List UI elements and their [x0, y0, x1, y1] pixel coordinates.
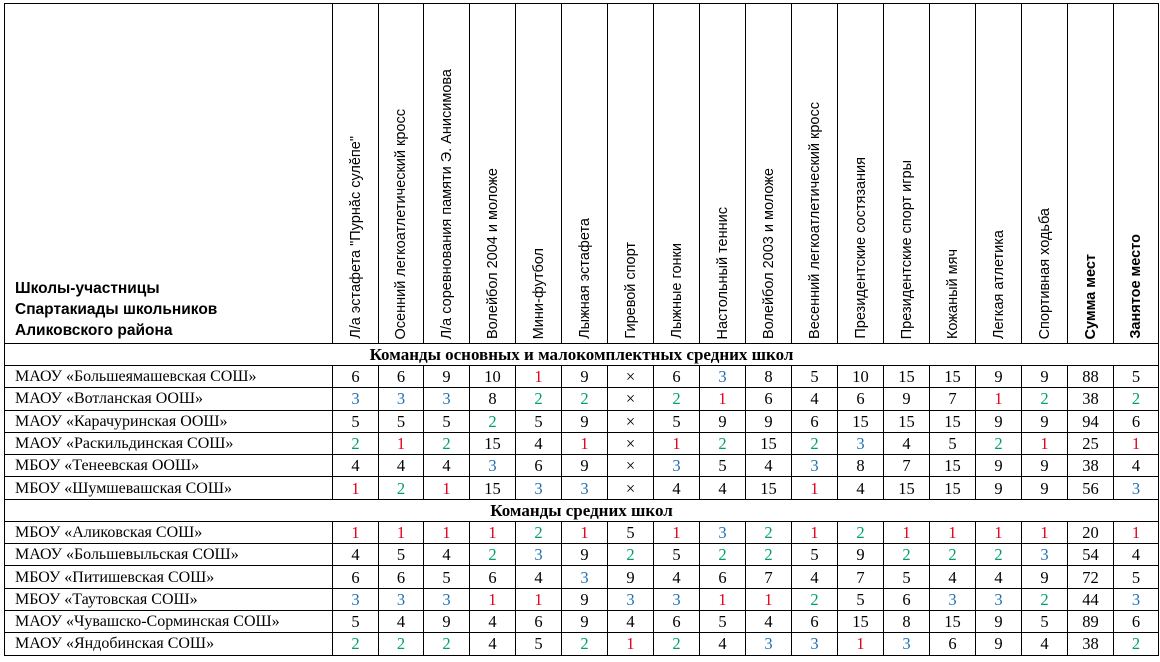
score-cell: 15	[838, 610, 884, 632]
score-cell: ×	[608, 432, 654, 454]
score-cell: 4	[700, 633, 746, 655]
score-cell: 5	[379, 410, 424, 432]
table-row	[5, 388, 1159, 410]
score-cell: 15	[930, 410, 976, 432]
score-cell: 5	[424, 566, 470, 588]
score-cell: 72	[1068, 566, 1114, 588]
score-cell: 38	[1068, 455, 1114, 477]
table-row	[5, 633, 1159, 655]
score-cell: 5	[884, 566, 930, 588]
column-header-label: Л/а соревнования памяти Э. Анисимова	[438, 68, 455, 339]
score-cell: 54	[1068, 544, 1114, 566]
score-cell: 9	[976, 410, 1022, 432]
score-cell: 9	[1022, 366, 1068, 388]
score-cell: 2	[424, 633, 470, 655]
score-cell: 4	[333, 455, 379, 477]
score-cell: 2	[792, 588, 838, 610]
score-cell: 5	[379, 544, 424, 566]
column-header-label: Л/а эстафета "Пурнăс сулĕпе"	[347, 136, 364, 339]
table-body	[5, 344, 1159, 656]
column-header-label: Президентские спорт игры	[898, 159, 915, 339]
score-cell: 3	[838, 432, 884, 454]
score-cell: 6	[333, 566, 379, 588]
school-name-cell: МБОУ «Питишевская СОШ»	[5, 566, 333, 588]
score-cell: 2	[654, 388, 700, 410]
column-header	[654, 4, 700, 344]
score-cell: 1	[562, 432, 608, 454]
score-cell: 1	[608, 633, 654, 655]
score-cell: 3	[333, 588, 379, 610]
score-cell: 1	[746, 588, 792, 610]
school-name-cell: МБОУ «Тенеевская ООШ»	[5, 455, 333, 477]
header-row	[5, 4, 1159, 344]
column-header	[838, 4, 884, 344]
column-header	[746, 4, 792, 344]
score-cell: 3	[654, 588, 700, 610]
section-header-row	[5, 344, 1159, 366]
score-cell: 15	[884, 477, 930, 499]
results-table	[4, 3, 1159, 656]
score-cell: 6	[792, 410, 838, 432]
table-row	[5, 521, 1159, 543]
column-header	[930, 4, 976, 344]
score-cell: 3	[470, 455, 516, 477]
score-cell: 6	[700, 566, 746, 588]
score-cell: 4	[1114, 455, 1159, 477]
score-cell: 3	[746, 633, 792, 655]
table-row	[5, 610, 1159, 632]
score-cell: ×	[608, 388, 654, 410]
score-cell: 2	[884, 544, 930, 566]
score-cell: 6	[654, 610, 700, 632]
score-cell: 4	[516, 566, 562, 588]
column-header-label: Волейбол 2003 и моложе	[760, 168, 777, 339]
score-cell: 2	[1114, 388, 1159, 410]
score-cell: 2	[470, 410, 516, 432]
score-cell: 4	[792, 388, 838, 410]
score-cell: 9	[746, 410, 792, 432]
score-cell: 9	[562, 610, 608, 632]
score-cell: 1	[884, 521, 930, 543]
score-cell: 6	[746, 388, 792, 410]
column-header-label: Лыжная эстафета	[576, 218, 593, 339]
table-row	[5, 477, 1159, 499]
score-cell: 7	[884, 455, 930, 477]
score-cell: 4	[746, 610, 792, 632]
score-cell: 1	[333, 521, 379, 543]
score-cell: 25	[1068, 432, 1114, 454]
score-cell: 7	[930, 388, 976, 410]
column-header-label: Мини-футбол	[530, 247, 547, 339]
score-cell: 6	[838, 388, 884, 410]
score-cell: 6	[516, 455, 562, 477]
score-cell: 3	[700, 521, 746, 543]
score-cell: 2	[516, 388, 562, 410]
school-name-cell: МБОУ «Аликовская СОШ»	[5, 521, 333, 543]
score-cell: 2	[470, 544, 516, 566]
score-cell: 15	[930, 477, 976, 499]
school-name-cell: МАОУ «Карачуринская ООШ»	[5, 410, 333, 432]
score-cell: 4	[884, 432, 930, 454]
score-cell: 9	[562, 455, 608, 477]
table-row	[5, 432, 1159, 454]
column-header	[470, 4, 516, 344]
score-cell: 6	[792, 610, 838, 632]
score-cell: 4	[1114, 544, 1159, 566]
school-name-cell: МАОУ «Чувашско-Сорминская СОШ»	[5, 610, 333, 632]
score-cell: 5	[516, 633, 562, 655]
score-cell: 3	[424, 588, 470, 610]
score-cell: 2	[333, 432, 379, 454]
score-cell: 4	[746, 455, 792, 477]
score-cell: 6	[1114, 610, 1159, 632]
score-cell: 2	[424, 432, 470, 454]
corner-header	[5, 4, 333, 344]
score-cell: 5	[930, 432, 976, 454]
column-header-label: Волейбол 2004 и моложе	[484, 168, 501, 339]
score-cell: 2	[516, 521, 562, 543]
column-header-label: Весенний легкоатлетический кросс	[806, 102, 823, 339]
score-cell: 4	[838, 477, 884, 499]
score-cell: 1	[792, 521, 838, 543]
score-cell: 15	[746, 477, 792, 499]
column-header	[424, 4, 470, 344]
column-header-label: Осенний легкоатлетический кросс	[393, 108, 409, 339]
score-cell: 8	[746, 366, 792, 388]
column-header	[333, 4, 379, 344]
score-cell: 2	[700, 544, 746, 566]
score-cell: 1	[792, 477, 838, 499]
score-cell: 9	[1022, 477, 1068, 499]
score-cell: 9	[1022, 410, 1068, 432]
school-name-cell: МАОУ «Большевыльская СОШ»	[5, 544, 333, 566]
corner-header-line-1: Школы-участницы	[15, 280, 160, 297]
column-header	[976, 4, 1022, 344]
score-cell: 4	[379, 455, 424, 477]
school-name-cell: МАОУ «Яндобинская СОШ»	[5, 633, 333, 655]
score-cell: 6	[470, 566, 516, 588]
score-cell: 9	[884, 388, 930, 410]
score-cell: 3	[516, 477, 562, 499]
score-cell: 2	[1114, 633, 1159, 655]
column-header-label: Сумма мест	[1082, 253, 1099, 339]
corner-header-line-2: Спартакиады школьников	[15, 301, 218, 318]
table-row	[5, 366, 1159, 388]
column-header	[516, 4, 562, 344]
score-cell: 1	[1022, 521, 1068, 543]
score-cell: 3	[379, 588, 424, 610]
score-cell: 4	[379, 610, 424, 632]
score-cell: 5	[700, 610, 746, 632]
school-name-cell: МАОУ «Вотланская ООШ»	[5, 388, 333, 410]
score-cell: 5	[700, 455, 746, 477]
section-header-row	[5, 499, 1159, 521]
score-cell: 3	[562, 477, 608, 499]
score-cell: 1	[379, 432, 424, 454]
score-cell: 2	[562, 388, 608, 410]
score-cell: 4	[792, 566, 838, 588]
table-row	[5, 566, 1159, 588]
score-cell: 3	[333, 388, 379, 410]
score-cell: 3	[1022, 544, 1068, 566]
score-cell: 1	[516, 366, 562, 388]
score-cell: 4	[700, 477, 746, 499]
score-cell: 5	[1114, 366, 1159, 388]
column-header	[379, 4, 424, 344]
score-cell: 3	[976, 588, 1022, 610]
score-cell: 3	[379, 388, 424, 410]
column-header	[1068, 4, 1114, 344]
score-cell: 3	[792, 633, 838, 655]
score-cell: ×	[608, 366, 654, 388]
score-cell: 6	[654, 366, 700, 388]
score-cell: 2	[1022, 388, 1068, 410]
score-cell: 3	[1114, 477, 1159, 499]
score-cell: 4	[930, 566, 976, 588]
score-cell: 1	[470, 588, 516, 610]
score-cell: 1	[333, 477, 379, 499]
score-cell: 1	[424, 521, 470, 543]
score-cell: 10	[470, 366, 516, 388]
score-cell: 2	[976, 544, 1022, 566]
score-cell: 5	[333, 610, 379, 632]
score-cell: 2	[838, 521, 884, 543]
score-cell: 9	[976, 610, 1022, 632]
score-cell: 1	[838, 633, 884, 655]
score-cell: 5	[516, 410, 562, 432]
score-cell: 4	[1022, 633, 1068, 655]
column-header	[700, 4, 746, 344]
score-cell: 1	[930, 521, 976, 543]
score-cell: 88	[1068, 366, 1114, 388]
score-cell: 5	[654, 410, 700, 432]
score-cell: 15	[930, 455, 976, 477]
results-table-wrapper	[4, 3, 1159, 656]
score-cell: ×	[608, 477, 654, 499]
score-cell: 2	[654, 633, 700, 655]
score-cell: 2	[562, 633, 608, 655]
score-cell: 4	[654, 566, 700, 588]
score-cell: 15	[470, 432, 516, 454]
score-cell: 6	[930, 633, 976, 655]
score-cell: 2	[976, 432, 1022, 454]
score-cell: 7	[838, 566, 884, 588]
column-header	[1022, 4, 1068, 344]
table-row	[5, 544, 1159, 566]
school-name-cell: МАОУ «Большеямашевская СОШ»	[5, 366, 333, 388]
column-header-label: Лыжные гонки	[668, 243, 685, 339]
score-cell: 9	[562, 410, 608, 432]
score-cell: 9	[1022, 455, 1068, 477]
score-cell: 6	[884, 588, 930, 610]
score-cell: 1	[654, 521, 700, 543]
score-cell: 2	[700, 432, 746, 454]
score-cell: 1	[1022, 432, 1068, 454]
score-cell: 38	[1068, 633, 1114, 655]
score-cell: 8	[884, 610, 930, 632]
score-cell: 56	[1068, 477, 1114, 499]
score-cell: 2	[746, 544, 792, 566]
score-cell: 3	[884, 633, 930, 655]
score-cell: 5	[792, 544, 838, 566]
score-cell: 15	[470, 477, 516, 499]
score-cell: 9	[976, 633, 1022, 655]
score-cell: 4	[608, 610, 654, 632]
score-cell: 1	[976, 388, 1022, 410]
score-cell: 1	[424, 477, 470, 499]
score-cell: 5	[1114, 566, 1159, 588]
score-cell: 6	[516, 610, 562, 632]
score-cell: 1	[1114, 521, 1159, 543]
column-header-label: Спортивная ходьба	[1036, 207, 1053, 339]
score-cell: 9	[562, 544, 608, 566]
score-cell: 5	[424, 410, 470, 432]
score-cell: 5	[792, 366, 838, 388]
section-title: Команды средних школ	[5, 499, 1159, 521]
score-cell: 15	[884, 366, 930, 388]
score-cell: 4	[516, 432, 562, 454]
score-cell: 8	[838, 455, 884, 477]
score-cell: 8	[470, 388, 516, 410]
score-cell: 5	[838, 588, 884, 610]
score-cell: 5	[608, 521, 654, 543]
section-title: Команды основных и малокомплектных средних школ	[5, 344, 1159, 366]
score-cell: 1	[700, 588, 746, 610]
table-row	[5, 588, 1159, 610]
score-cell: 5	[654, 544, 700, 566]
score-cell: 3	[1114, 588, 1159, 610]
school-name-cell: МБОУ «Шумшевашская СОШ»	[5, 477, 333, 499]
score-cell: 3	[516, 544, 562, 566]
score-cell: 9	[562, 366, 608, 388]
score-cell: 3	[654, 455, 700, 477]
column-header-label: Настольный теннис	[714, 206, 731, 339]
school-name-cell: МАОУ «Раскильдинская СОШ»	[5, 432, 333, 454]
score-cell: 9	[700, 410, 746, 432]
score-cell: 1	[516, 588, 562, 610]
score-cell: 10	[838, 366, 884, 388]
score-cell: 4	[470, 610, 516, 632]
score-cell: 4	[424, 544, 470, 566]
score-cell: 94	[1068, 410, 1114, 432]
score-cell: 3	[424, 388, 470, 410]
score-cell: 2	[1022, 588, 1068, 610]
table-row	[5, 455, 1159, 477]
score-cell: 1	[562, 521, 608, 543]
score-cell: 9	[976, 477, 1022, 499]
score-cell: 15	[746, 432, 792, 454]
score-cell: 9	[976, 366, 1022, 388]
score-cell: 3	[700, 366, 746, 388]
score-cell: 4	[654, 477, 700, 499]
column-header	[562, 4, 608, 344]
score-cell: 38	[1068, 388, 1114, 410]
score-cell: 15	[838, 410, 884, 432]
score-cell: 4	[424, 455, 470, 477]
score-cell: 2	[333, 633, 379, 655]
score-cell: 7	[746, 566, 792, 588]
score-cell: 6	[1114, 410, 1159, 432]
score-cell: 89	[1068, 610, 1114, 632]
table-row	[5, 410, 1159, 432]
score-cell: 9	[1022, 566, 1068, 588]
column-header-label: Занятое место	[1128, 234, 1144, 339]
score-cell: 20	[1068, 521, 1114, 543]
column-header	[792, 4, 838, 344]
score-cell: ×	[608, 410, 654, 432]
score-cell: 5	[333, 410, 379, 432]
score-cell: 15	[930, 610, 976, 632]
score-cell: 9	[608, 566, 654, 588]
score-cell: 1	[379, 521, 424, 543]
column-header-label: Кожаный мяч	[944, 248, 961, 339]
score-cell: 6	[379, 366, 424, 388]
score-cell: 4	[333, 544, 379, 566]
column-header	[884, 4, 930, 344]
column-header	[1114, 4, 1159, 344]
score-cell: 3	[562, 566, 608, 588]
score-cell: 2	[379, 477, 424, 499]
score-cell: 1	[700, 388, 746, 410]
score-cell: 15	[884, 410, 930, 432]
score-cell: 2	[746, 521, 792, 543]
corner-header-line-3: Аликовского района	[15, 322, 173, 339]
score-cell: 2	[608, 544, 654, 566]
score-cell: 2	[379, 633, 424, 655]
column-header	[608, 4, 654, 344]
score-cell: ×	[608, 455, 654, 477]
column-header-label: Президентские состязания	[852, 157, 869, 339]
column-header-label: Легкая атлетика	[990, 229, 1007, 339]
score-cell: 3	[930, 588, 976, 610]
score-cell: 1	[654, 432, 700, 454]
score-cell: 4	[976, 566, 1022, 588]
score-cell: 1	[976, 521, 1022, 543]
score-cell: 4	[470, 633, 516, 655]
score-cell: 5	[1022, 610, 1068, 632]
score-cell: 9	[424, 610, 470, 632]
score-cell: 9	[424, 366, 470, 388]
score-cell: 44	[1068, 588, 1114, 610]
score-cell: 15	[930, 366, 976, 388]
score-cell: 9	[976, 455, 1022, 477]
score-cell: 1	[1114, 432, 1159, 454]
score-cell: 2	[930, 544, 976, 566]
score-cell: 6	[333, 366, 379, 388]
score-cell: 3	[608, 588, 654, 610]
score-cell: 1	[470, 521, 516, 543]
school-name-cell: МБОУ «Таутовская СОШ»	[5, 588, 333, 610]
score-cell: 3	[792, 455, 838, 477]
column-header-label: Гиревой спорт	[622, 242, 639, 339]
score-cell: 9	[562, 588, 608, 610]
score-cell: 6	[379, 566, 424, 588]
score-cell: 2	[792, 432, 838, 454]
score-cell: 9	[838, 544, 884, 566]
